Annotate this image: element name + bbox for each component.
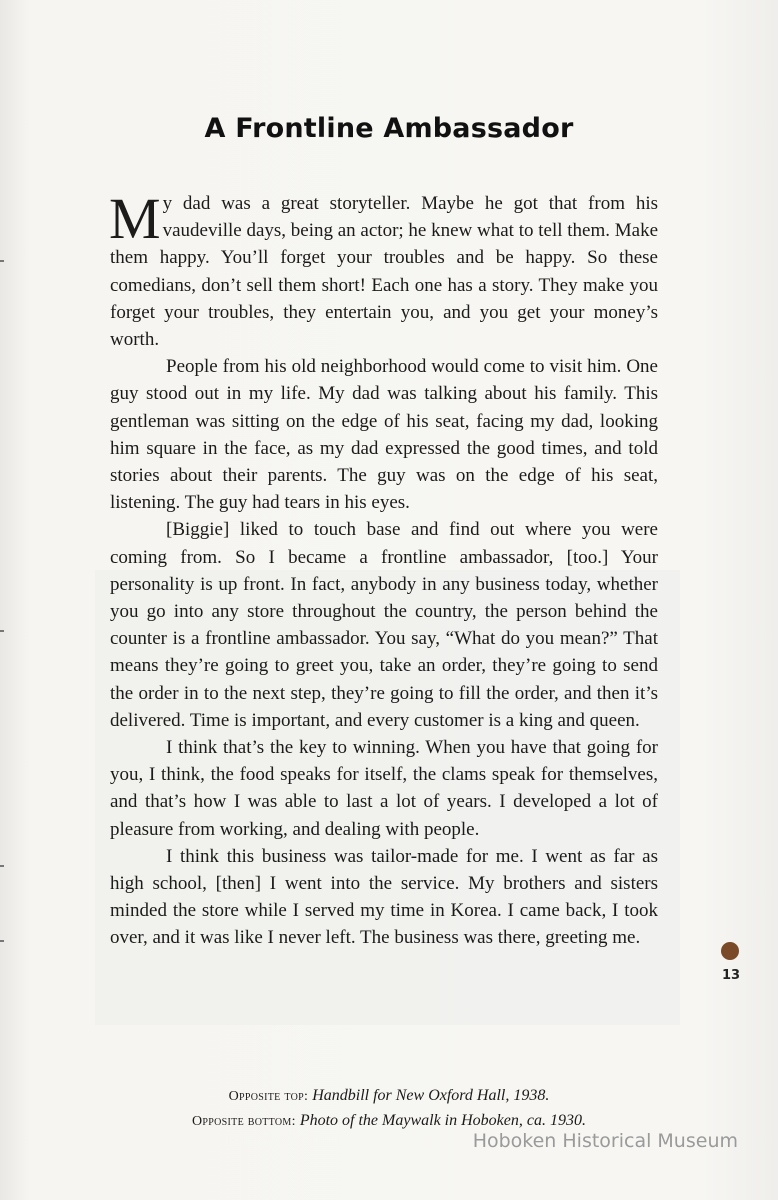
margin-tick	[0, 630, 4, 632]
margin-tick	[0, 865, 4, 867]
caption-top	[0, 1084, 778, 1109]
paragraph-1	[109, 186, 659, 353]
paragraph-4: I think that’s the key to winning. When you have that going for you, I think, the food speaks for itself, the clams speak for themselves, and that’s how I was able to last a lot of years. I developed a lot of pleasure from working, and dealing with people.	[110, 737, 658, 840]
watermark: Hoboken Historical Museum	[472, 1130, 738, 1152]
page-title: A Frontline Ambassador	[204, 113, 574, 144]
body-text	[109, 186, 659, 952]
page-number: 13	[721, 968, 741, 983]
caption-bottom-text: Photo of the Maywalk in Hoboken, ca. 1930.	[299, 1112, 586, 1129]
caption-top-label: Opposite top:	[228, 1089, 309, 1104]
captions	[0, 1084, 778, 1134]
caption-bottom-label: Opposite bottom:	[192, 1114, 296, 1129]
caption-top-text: Handbill for New Oxford Hall, 1938.	[312, 1087, 550, 1104]
paragraph-2: People from his old neighborhood would come to visit him. One guy stood out in my life. My dad was talking about his family. This gentleman was sitting on the edge of his seat, facing my dad, looking him square in the face, as my dad expressed the good times, and told stories about their parents. The guy was on the edge of his seat, listening. The guy had tears in his eyes.	[110, 356, 658, 514]
paragraph-5: I think this business was tailor-made for me. I went as far as high school, [then] I went into the service. My brothers and sisters minded the store while I served my time in Korea. I came back, I took over, and it was like I never left. The business was there, greeting me.	[110, 845, 658, 949]
drop-cap: M	[109, 186, 161, 251]
paragraph-1-text: y dad was a great storyteller. Maybe he got that from his vaudeville days, being an actor; he knew what to tell them. Make them happy. You’ll forget your troubles and be happy. So these comedians, don’t sell them short! Each one has a story. They make you forget your troubles, they entertain you, and you get your money’s worth.	[110, 193, 659, 351]
margin-tick	[0, 260, 4, 262]
margin-tick	[0, 940, 4, 942]
paragraph-3: [Biggie] liked to touch base and find out where you were coming from. So I became a frontline ambassador, [too.] Your personality is up front. In fact, anybody in any business today, whether you go into any store throughout the country, the person behind the counter is a frontline ambassador. You say, “What do you mean?” That means they’re going to greet you, take an order, they’re going to send the order in to the next step, they’re going to fill the order, and then it’s delivered. Time is important, and every customer is a king and queen.	[110, 519, 658, 731]
page-marker-dot	[721, 942, 739, 960]
